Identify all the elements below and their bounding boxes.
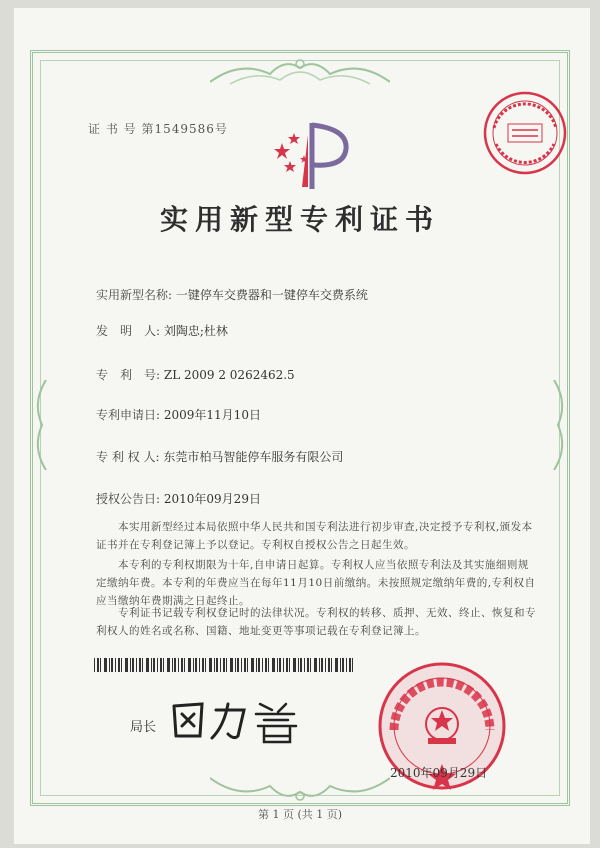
left-ornament (30, 380, 50, 470)
field-grant-date (96, 490, 261, 507)
top-ornament (210, 54, 390, 88)
agency-seal-icon (480, 88, 570, 178)
barcode (94, 658, 356, 672)
field-patent-number (96, 366, 295, 383)
field-label: 实用新型名称: (96, 288, 173, 302)
field-value: 2010年09月29日 (163, 492, 261, 506)
certificate-serial-number: 证 书 号 第1549586号 (88, 122, 228, 136)
field-label: 专利申请日: (96, 408, 161, 422)
page-footer: 第 1 页 (共 1 页) (257, 808, 343, 821)
paragraph-term-statement: 本专利的专利权期限为十年,自申请日起算。专利权人应当依照专利法及其实施细则规定缴纳年费。本专利的年费应当在每年11月10日前缴纳。未按照规定缴纳年费的,专利权自应当缴纳年费期满之日起终止。 (96, 559, 536, 607)
field-value: 2009年11月10日 (163, 408, 261, 422)
field-inventor (96, 322, 228, 339)
director-signature (168, 696, 308, 744)
field-utility-model-name (96, 286, 368, 303)
field-application-date (96, 406, 261, 423)
paragraph-grant-statement: 本实用新型经过本局依照中华人民共和国专利法进行初步审查,决定授予专利权,颁发本证书并在专利登记簿上予以登记。专利权自授权公告之日起生效。 (96, 521, 533, 551)
field-value: 刘陶忠;杜林 (163, 324, 228, 338)
field-label: 授权公告日: (96, 492, 161, 506)
field-label: 专 利 号: (96, 368, 161, 382)
bottom-ornament (210, 774, 390, 804)
director-label: 局长 (130, 720, 157, 735)
field-value: ZL 2009 2 0262462.5 (163, 368, 295, 382)
right-ornament (550, 380, 570, 470)
paragraph-legal-status: 专利证书记载专利权登记时的法律状况。专利权的转移、质押、无效、终止、恢复和专利权人的姓名或名称、国籍、地址变更等事项记载在专利登记簿上。 (96, 607, 536, 637)
field-label: 发 明 人: (96, 324, 161, 338)
field-value: 东莞市柏马智能停车服务有限公司 (163, 450, 344, 464)
field-label: 专 利 权 人: (96, 450, 160, 464)
signing-date: 2010年09月29日 (390, 766, 488, 780)
field-patentee (96, 448, 343, 465)
certificate-title: 实用新型专利证书 (159, 203, 440, 236)
patent-office-emblem (268, 115, 356, 195)
field-value: 一键停车交费器和一键停车交费系统 (175, 288, 368, 302)
